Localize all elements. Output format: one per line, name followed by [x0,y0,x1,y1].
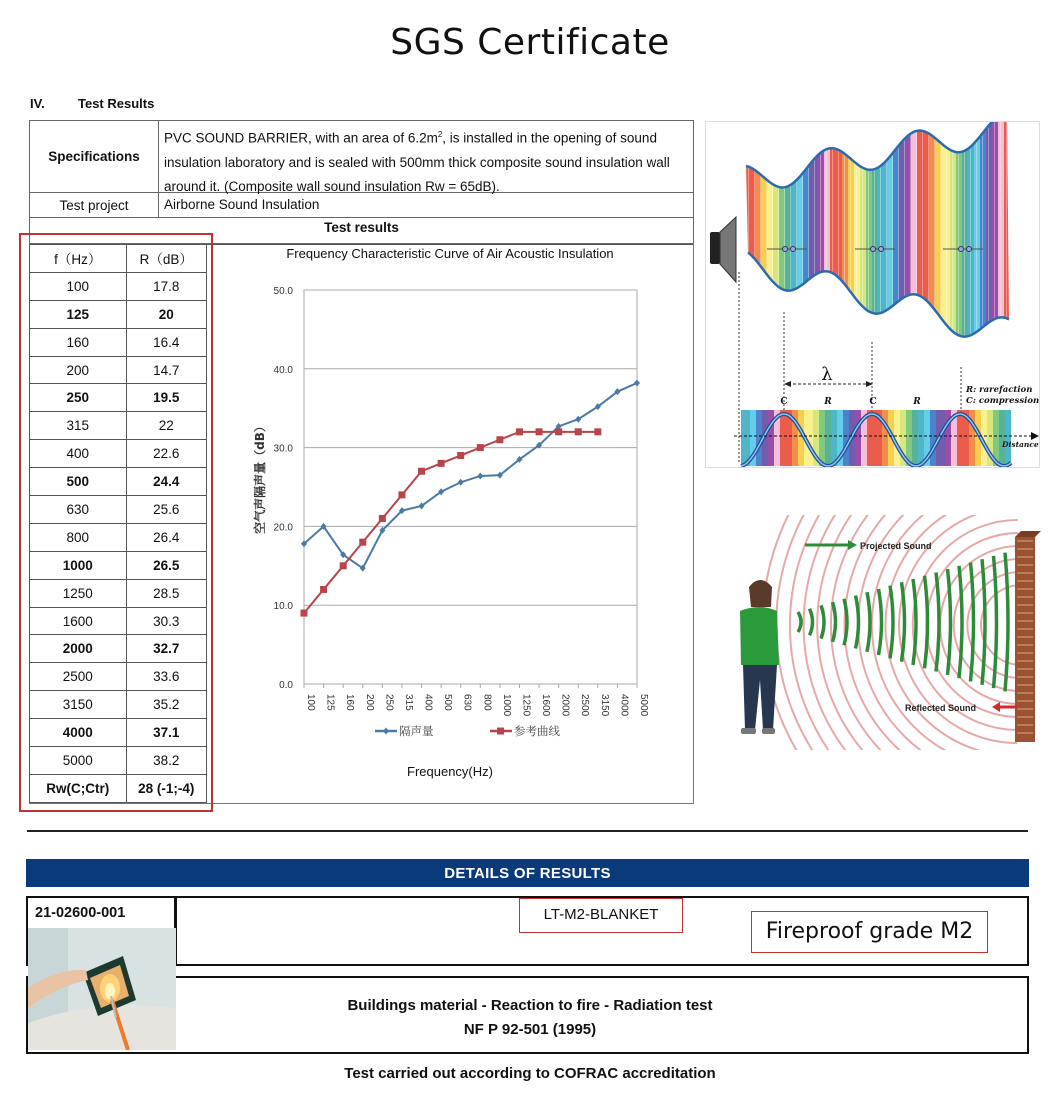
stripe [1007,122,1010,362]
y-tick-label: 0.0 [279,680,293,691]
data-point [418,468,425,475]
x-tick-label: 630 [461,694,473,711]
stripe-line [796,122,797,362]
stripe-line [916,122,917,362]
sound-wave-diagram [705,121,1040,468]
data-point [320,586,327,593]
wave-phase-label: R [913,397,921,407]
stripe-line [1012,122,1013,362]
test-project-value: Airborne Sound Insulation [164,197,320,212]
stripe [819,410,822,466]
stripe [755,122,758,362]
data-point [379,515,386,522]
stripe [857,122,860,362]
x-tick-label: 1250 [520,694,532,717]
r-value-cell: 30.3 [126,607,206,635]
projected-wave-arc [925,576,928,669]
reflected-sound-label: Reflected Sound [905,703,977,713]
data-point [594,428,601,435]
stripe [825,410,828,466]
speaker-magnet [710,232,720,264]
stripe-line [802,122,803,362]
molecule [967,247,972,252]
section-heading [30,96,154,111]
reflected-arrowhead [992,702,1000,712]
data-point [536,428,543,435]
legend-rarefaction: R: rarefaction [966,385,1033,395]
fire-test-photo [28,928,176,1050]
stripe [839,122,842,362]
r-value-cell: 26.5 [126,551,206,579]
stripe [999,410,1002,466]
stripe-line [880,122,881,362]
person-shoe [741,728,756,734]
y-tick-label: 50.0 [273,286,293,297]
r-value-cell: 22 [126,412,206,440]
stripe-line [976,122,977,362]
y-tick-label: 20.0 [273,522,293,534]
fireproof-grade: Fireproof grade M2 [751,911,988,953]
stripe-line [808,122,809,362]
stripe [791,122,794,362]
stripe [1010,122,1013,362]
stripe [930,410,933,466]
results-heading: Test results [29,216,694,244]
data-point [340,562,347,569]
accreditation-note: Test carried out according to COFRAC accreditation [344,1065,716,1082]
legend-marker [497,728,504,735]
projected-wave-arc [936,572,939,671]
r-value-cell: 14.7 [126,356,206,384]
stripe-line [856,122,857,362]
specifications-value [159,121,693,192]
stripe [917,122,920,362]
person-torso [740,607,779,665]
chart-xlabel: Frequency(Hz) [407,764,493,779]
legend-label: 隔声量 [399,724,434,738]
frequency-cell: 315 [30,412,127,440]
x-tick-label: 400 [422,694,434,711]
stripe [797,122,800,362]
x-tick-label: 1600 [540,694,552,717]
stripe-line [838,122,839,362]
r-value-cell: 38.2 [126,747,206,775]
data-point [516,428,523,435]
r-value-cell: 19.5 [126,384,206,412]
stripe [863,122,866,362]
molecule [783,247,788,252]
x-tick-label: 250 [383,694,395,711]
stripe [987,410,990,466]
stripe-line [826,122,827,362]
data-point [555,428,562,435]
frequency-cell: 2000 [30,635,127,663]
frequency-cell: 100 [30,272,127,300]
sound-reflection-diagram [715,515,1045,750]
stripe [972,410,975,466]
stripe-line [952,122,953,362]
stripe [912,410,915,466]
person-hair [749,580,772,607]
spec-text-1: PVC SOUND BARRIER, with an area of 6.2m [164,130,438,146]
frequency-cell: 500 [30,468,127,496]
stripe [749,122,752,362]
stripe-line [886,122,887,362]
stripe [965,122,968,362]
brick-wall [1015,537,1035,742]
stripe [846,410,849,466]
stripe-line [934,122,935,362]
header-frequency: f（Hz） [30,245,127,273]
arrowhead [784,381,791,387]
data-point [359,539,366,546]
data-point [575,428,582,435]
projected-wave-arc [879,589,882,655]
stripe [953,122,956,362]
projected-wave-arc [867,592,870,652]
frequency-cell: 125 [30,300,127,328]
chart [240,270,660,760]
stripe [1001,122,1004,362]
stripe [741,410,744,466]
projected-wave-arc [1005,553,1008,692]
details-row-test [26,976,1029,1054]
stripe-line [928,122,929,362]
stripe [909,410,912,466]
stripe-line [844,122,845,362]
stripe [977,122,980,362]
stripe [786,410,789,466]
stripe [827,122,830,362]
x-tick-label: 315 [402,694,414,711]
section-number: IV. [30,96,45,111]
stripe [785,122,788,362]
test-description: Buildings material - Reaction to fire - Radiation test [347,997,713,1014]
r-value-cell: 32.7 [126,635,206,663]
stripe [881,122,884,362]
stripe [873,410,876,466]
molecule [959,247,964,252]
legend-marker [383,728,389,735]
stripe [959,122,962,362]
spec-table [29,120,694,218]
stripe [795,410,798,466]
frequency-cell: 1600 [30,607,127,635]
person-shoe [762,728,775,734]
stripe [921,410,924,466]
stripe-line [994,122,995,362]
stripe [899,122,902,362]
frequency-cell: 800 [30,523,127,551]
highlight-box-table [19,233,213,812]
data-point [457,452,464,459]
stripe-line [766,122,767,362]
r-value-cell: 33.6 [126,663,206,691]
spec-text-2: , is installed in the opening of sound insulation laboratory and is sealed with 500mm thick composite sound insulation wall around it. (Composite wall sound insulation Rw = 65dB). [164,130,670,194]
report-id: 21-02600-001 [28,898,176,928]
lambda-label: λ [821,364,833,385]
stripe [996,410,999,466]
spec-sup: 2 [437,130,443,139]
projected-wave-arc [948,569,951,675]
r-value-cell: 22.6 [126,440,206,468]
stripe [1005,410,1008,466]
x-tick-label: 1000 [500,694,512,717]
stripe-line [772,122,773,362]
stripe [834,410,837,466]
stripe [911,122,914,362]
header-r: R（dB） [126,245,206,273]
stripe [933,410,936,466]
r-value-cell: 16.4 [126,328,206,356]
stripe [875,122,878,362]
r-value-cell: 25.6 [126,496,206,524]
stripe-line [922,122,923,362]
frequency-cell: Rw(C;Ctr) [30,774,127,802]
stripe [1008,410,1011,466]
stripe [843,410,846,466]
frequency-cell: 2500 [30,663,127,691]
r-value-cell: 24.4 [126,468,206,496]
stripe [893,122,896,362]
projected-wave-arc [833,602,836,642]
frequency-cell: 630 [30,496,127,524]
frequency-cell: 400 [30,440,127,468]
frequency-cell: 3150 [30,691,127,719]
stripe [780,410,783,466]
stripe [897,410,900,466]
r-value-cell: 17.8 [126,272,206,300]
projected-arrowhead [848,540,857,550]
stripe-line [958,122,959,362]
fire-test-image [28,928,176,1050]
legend-label: 参考曲线 [514,724,560,738]
stripe-line [874,122,875,362]
stripe [984,410,987,466]
section-title: Test Results [78,96,155,111]
x-tick-label: 2000 [559,694,571,717]
projected-sound-label: Projected Sound [860,541,932,551]
stripe [855,410,858,466]
stripe-line [790,122,791,362]
sound-reflection-illustration [715,515,1045,750]
stripe-line [832,122,833,362]
wave-phase-label: R [824,397,832,407]
data-point [438,460,445,467]
stripe [845,122,848,362]
plot-area [304,290,637,684]
stripe [888,410,891,466]
stripe [833,122,836,362]
x-tick-label: 100 [305,694,316,711]
divider [27,830,1028,832]
y-tick-label: 10.0 [273,601,293,613]
stripe-line [892,122,893,362]
data-point [496,436,503,443]
stripe [765,410,768,466]
stripe [905,122,908,362]
r-value-cell: 28 (-1;-4) [126,774,206,802]
stripe [869,122,872,362]
stripe [821,122,824,362]
stripe-line [1000,122,1001,362]
stripe [773,122,776,362]
speaker-cone [720,217,736,282]
wave-stripes [746,122,1013,362]
stripe [807,410,810,466]
molecule [871,247,876,252]
page-title: SGS Certificate [390,22,670,63]
wave-phase-label: C [869,397,877,407]
test-standard: NF P 92-501 (1995) [463,1021,597,1038]
stripe [923,122,926,362]
projected-wave-arc [971,563,974,682]
person-legs [743,665,777,730]
stripe [828,410,831,466]
stripe [957,410,960,466]
stripe [945,410,948,466]
stripe-line [970,122,971,362]
stripe [960,410,963,466]
details-banner: DETAILS OF RESULTS [26,859,1029,887]
chart-title: Frequency Characteristic Curve of Air Acoustic Insulation [286,246,614,261]
x-tick-label: 2500 [579,694,591,717]
stripe [803,122,806,362]
stripe [935,122,938,362]
projected-wave-arc [994,556,997,688]
axis-arrowhead [1031,432,1039,440]
stripe-line [862,122,863,362]
frequency-cell: 160 [30,328,127,356]
stripe-line [898,122,899,362]
x-tick-label: 200 [363,694,375,711]
stripe [798,410,801,466]
data-point [477,444,484,451]
sound-wave-illustration [706,122,1040,468]
stripe-line [904,122,905,362]
stripe-line [910,122,911,362]
stripe [885,410,888,466]
spec-row-test-project [30,193,693,218]
stripe-line [820,122,821,362]
projected-wave-arc [902,582,905,661]
x-tick-label: 5000 [638,694,649,717]
specifications-label: Specifications [30,121,159,192]
y-axis-label: 空气声隔声量（dB） [253,420,267,534]
projected-wave-arc [959,566,962,678]
stripe-line [754,122,755,362]
stripe-line [964,122,965,362]
x-tick-label: 500 [442,694,454,711]
y-tick-label: 40.0 [273,364,293,376]
stripe [975,410,978,466]
stripe [989,122,992,362]
projected-wave-arc [856,596,859,649]
frequency-cell: 5000 [30,747,127,775]
stripe [870,410,873,466]
x-tick-label: 125 [324,694,336,711]
stripe [929,122,932,362]
x-tick-label: 800 [481,694,493,711]
stripe [783,410,786,466]
stripe [768,410,771,466]
legend-compression: C: compression [966,396,1040,406]
stripe [995,122,998,362]
test-project-label: Test project [30,193,159,217]
stripe-line [868,122,869,362]
molecule [879,247,884,252]
stripe-line [988,122,989,362]
x-tick-label: 3150 [598,694,610,717]
product-code: LT-M2-BLANKET [519,898,683,933]
stripe [1002,410,1005,466]
projected-wave-arc [982,559,985,685]
spec-row-specifications [30,121,693,193]
projected-wave-arc [798,612,801,632]
r-value-cell: 20 [126,300,206,328]
frequency-cell: 200 [30,356,127,384]
projected-wave-arc [810,609,813,636]
stripe-line [778,122,779,362]
stripe [831,410,834,466]
stripe [822,410,825,466]
x-tick-label: 160 [344,694,356,711]
data-point [398,491,405,498]
stripe [744,410,747,466]
stripe [918,410,921,466]
stripe [858,410,861,466]
distance-label: Distance [1002,440,1039,449]
frequency-cell: 1250 [30,579,127,607]
stripe [779,122,782,362]
r-value-cell: 35.2 [126,691,206,719]
stripe [756,410,759,466]
stripe [942,410,945,466]
data-point [301,610,308,617]
molecule [791,247,796,252]
projected-wave-arc [821,605,824,638]
stripe [941,122,944,362]
frequency-cell: 250 [30,384,127,412]
frequency-cell: 4000 [30,719,127,747]
x-tick-label: 4000 [618,694,630,717]
y-tick-label: 30.0 [273,443,293,455]
frequency-cell: 1000 [30,551,127,579]
r-value-cell: 28.5 [126,579,206,607]
stripe [915,410,918,466]
r-value-cell: 37.1 [126,719,206,747]
wall-top [1015,531,1041,537]
stripe [971,122,974,362]
wave-phase-label: C [780,397,788,407]
stripe [810,410,813,466]
stripe-line [1006,122,1007,362]
stripe-line [940,122,941,362]
stripe [767,122,770,362]
stripe [761,122,764,362]
r-value-cell: 26.4 [126,523,206,551]
stripe [809,122,812,362]
projected-wave-arc [890,586,893,659]
stripe-line [760,122,761,362]
stripe [867,410,870,466]
stripe-line [748,122,749,362]
